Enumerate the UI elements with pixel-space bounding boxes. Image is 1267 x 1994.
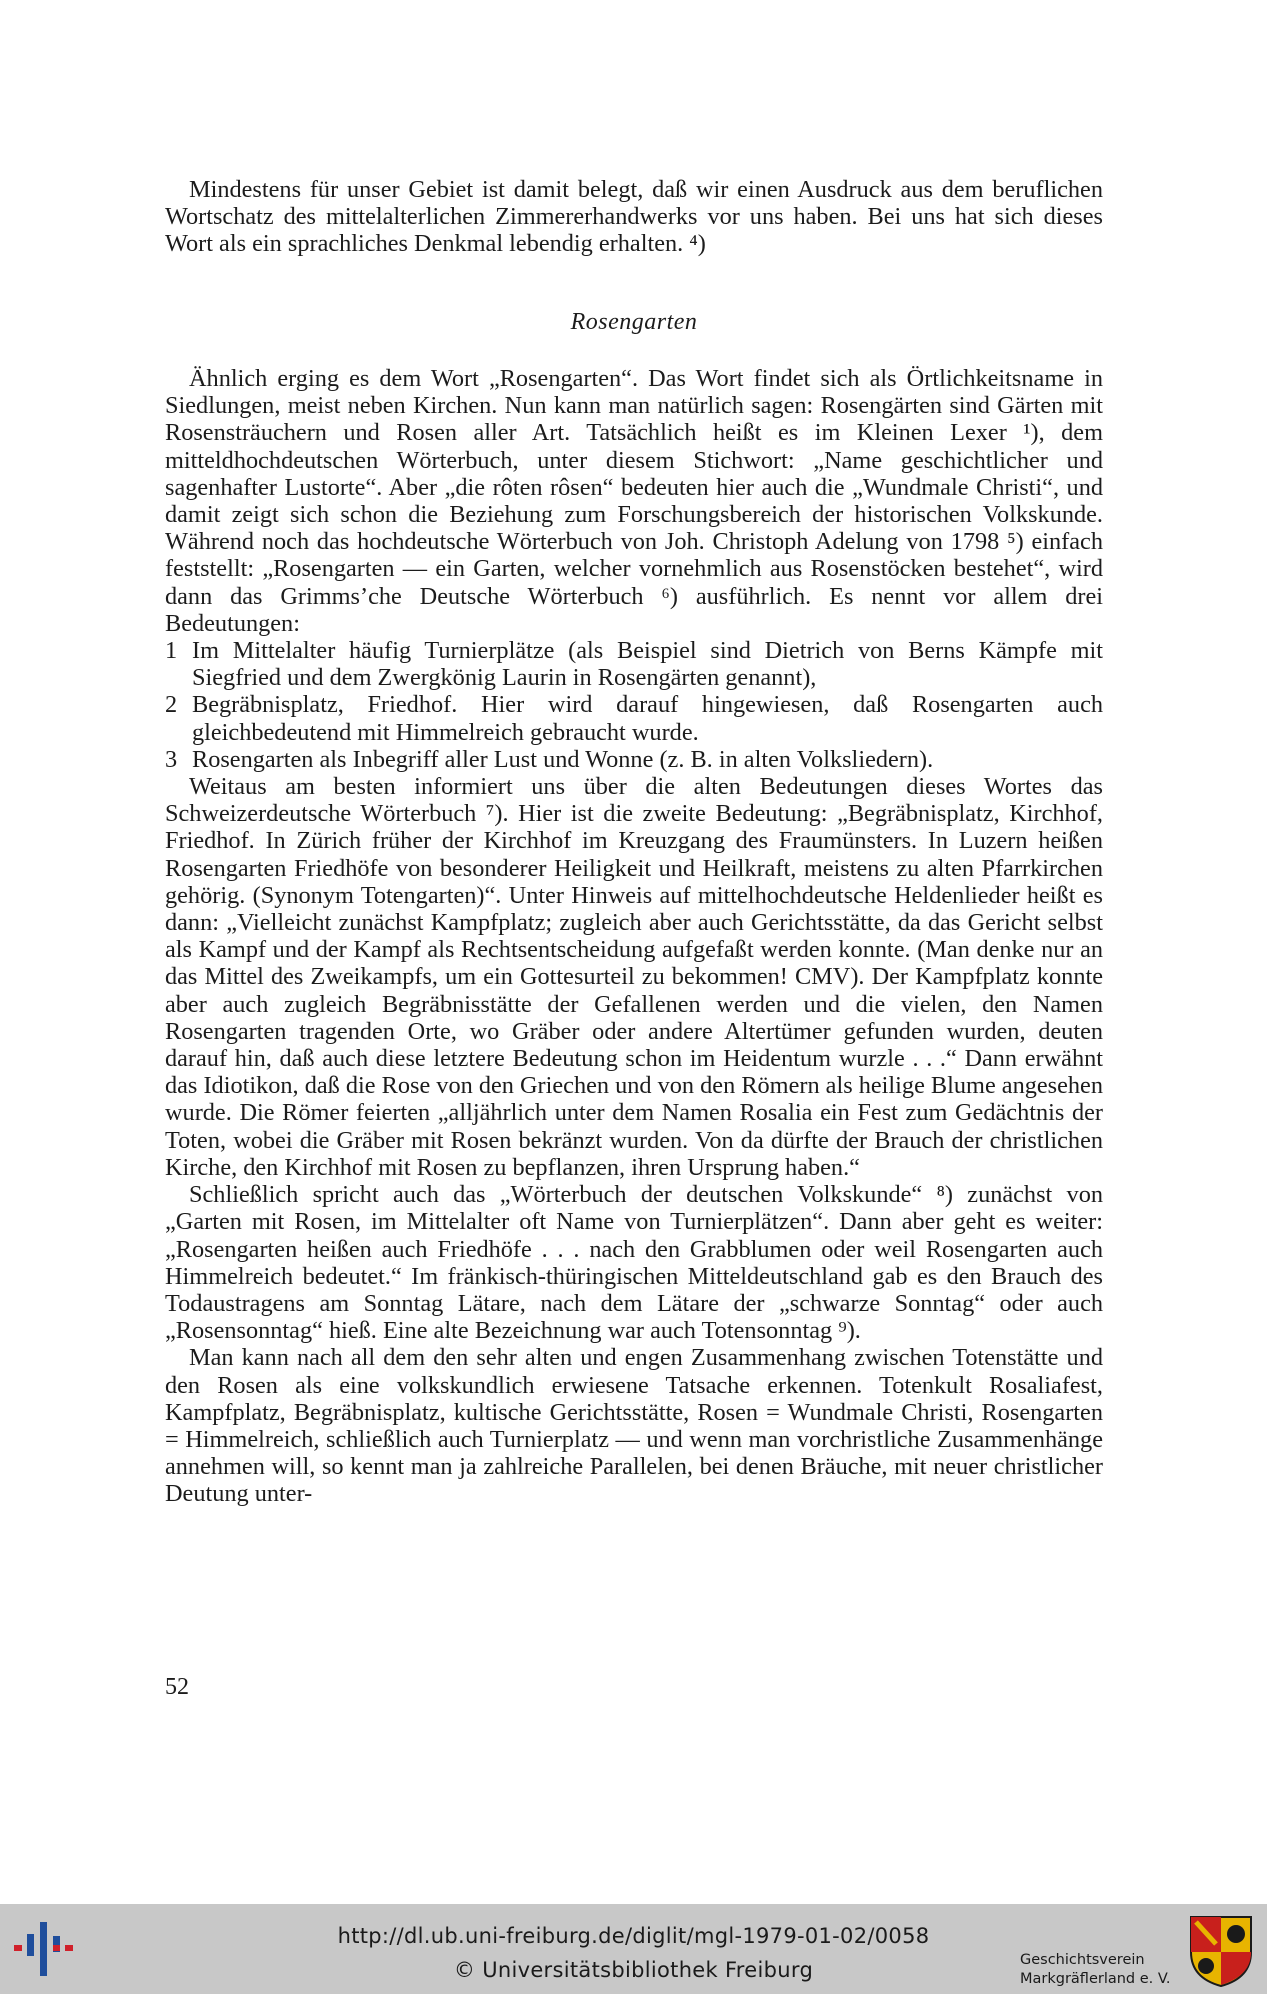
intro-paragraph: Mindestens für unser Gebiet ist damit belegt, daß wir einen Ausdruck aus dem beruflichen Wortschatz des mittelalterlichen Zimmererhandwerks vor uns haben. Bei uns hat sich dieses Wort als ein sprachliches Denkmal lebendig erhalten. ⁴) [165, 176, 1103, 258]
heading-block [165, 309, 1103, 336]
paragraph-3: Schließlich spricht auch das „Wörterbuch der deutschen Volkskunde“ ⁸) zunächst von „Garten mit Rosen, im Mittelalter oft Name von Turnierplätzen“. Dann aber geht es weiter: „Rosengarten heißen auch Friedhöfe . . . nach den Grabblumen oder weil Rosengarten auch Himmelreich bedeutet.“ Im fränkisch-thüringischen Mitteldeutschland gab es den Brauch des Todaustragens am Sonntag Lätare, nach dem Lätare der „schwarze Sonntag“ oder auch „Rosensonntag“ hieß. Eine alte Bezeichnung war auch Totensonntag ⁹). [165, 1181, 1103, 1345]
footer-bar [0, 1904, 1267, 1994]
society-line-2: Markgräflerland e. V. [1020, 1971, 1171, 1987]
permalink-url[interactable]: http://dl.ub.uni-freiburg.de/diglit/mgl-1979-01-02/0058 [337, 1924, 930, 1948]
list-item-number: 3 [165, 745, 178, 773]
page-number: 52 [165, 1674, 189, 1700]
list-item [165, 637, 1103, 691]
copyright-text: © Universitätsbibliothek Freiburg [453, 1958, 814, 1982]
list-item-text: Im Mittelalter häufig Turnierplätze (als Beispiel sind Dietrich von Berns Kämpfe mit Siegfried und dem Zwergkönig Laurin in Rosengärten genannt), [192, 637, 1103, 692]
society-name [1020, 1951, 1171, 1989]
list-item-number: 2 [165, 691, 178, 719]
list-item-text: Rosengarten als Inbegriff aller Lust und Wonne (z. B. in alten Volksliedern). [192, 745, 934, 773]
list-item-number: 1 [165, 637, 178, 665]
paragraph-2: Weitaus am besten informiert uns über die alten Bedeutungen dieses Wortes das Schweizerdeutsche Wörterbuch ⁷). Hier ist die zweite Bedeutung: „Begräbnisplatz, Kirchhof, Friedhof. In Zürich früher der Kirchhof im Kreuzgang des Fraumünsters. In Luzern heißen Rosengarten Friedhöfe von besonderer Heiligkeit und Heilkraft, meistens zu alten Pfarrkirchen gehörig. (Synonym Totengarten)“. Unter Hinweis auf mittelhochdeutsche Heldenlieder heißt es dann: „Vielleicht zunächst Kampfplatz; zugleich aber auch Gerichtsstätte, da das Gericht selbst als Kampf und der Kampf als Rechtsentscheidung aufgefaßt werden konnte. (Man denke nur an das Mittel des Zweikampfs, um ein Gottesurteil zu bekommen! CMV). Der Kampfplatz konnte aber auch zugleich Begräbnisstätte der Gefallenen werden und die vielen, den Namen Rosengarten tragenden Orte, wo Gräber oder andere Altertümer gefunden wurden, deuten darauf hin, daß auch diese letztere Bedeutung schon im Heidentum wurzle . . .“ Dann erwähnt das Idiotikon, daß die Rose von den Griechen und von den Römern als heilige Blume angesehen wurde. Die Römer feierten „alljährlich unter dem Namen Rosalia ein Fest zum Gedächtnis der Toten, wobei die Gräber mit Rosen bekränzt wurden. Von da dürfte der Brauch der christlichen Kirche, den Kirchhof mit Rosen zu bepflanzen, ihren Ursprung haben.“ [165, 773, 1103, 1181]
society-line-1: Geschichtsverein [1020, 1952, 1145, 1968]
section-heading: Rosengarten [570, 309, 698, 335]
coat-of-arms-icon [1188, 1914, 1254, 1988]
paragraph-1: Ähnlich erging es dem Wort „Rosengarten“. Das Wort findet sich als Örtlichkeitsname in Siedlungen, meist neben Kirchen. Nun kann man natürlich sagen: Rosengärten sind Gärten mit Rosensträuchern und Rosen aller Art. Tatsächlich heißt es im Kleinen Lexer ¹), dem mitteldhochdeutschen Wörterbuch, unter diesem Stichwort: „Name geschichtlicher und sagenhafter Lustorte“. Aber „die rôten rôsen“ bedeuten hier auch die „Wundmale Christi“, und damit zeigt sich schon die Beziehung zum Forschungsbereich der historischen Volkskunde. Während noch das hochdeutsche Wörterbuch von Joh. Christoph Adelung von 1798 ⁵) einfach feststellt: „Rosengarten — ein Garten, welcher vornehmlich aus Rosenstöcken bestehet“, wird dann das Grimms’che Deutsche Wörterbuch ⁶) ausführlich. Es nennt vor allem drei Bedeutungen: [165, 365, 1103, 637]
paragraph-4: Man kann nach all dem den sehr alten und engen Zusammenhang zwischen Totenstätte und den Rosen als eine volkskundlich erwiesene Tatsache erkennen. Totenkult Rosaliafest, Kampfplatz, Begräbnisplatz, kultische Gerichtsstätte, Rosen = Wundmale Christi, Rosengarten = Himmelreich, schließlich auch Turnierplatz — und wenn man vorchristliche Zusammenhänge annehmen will, so kennt man ja zahlreiche Parallelen, bei denen Bräuche, mit neuer christlicher Deutung unter- [165, 1344, 1103, 1508]
meanings-list [165, 637, 1103, 773]
list-item [165, 746, 1103, 773]
main-text-block [165, 365, 1103, 1508]
list-item [165, 691, 1103, 745]
intro-paragraph-block [165, 176, 1103, 258]
list-item-text: Begräbnisplatz, Friedhof. Hier wird darauf hingewiesen, daß Rosengarten auch gleichbedeutend mit Himmelreich gebraucht wurde. [192, 691, 1103, 746]
